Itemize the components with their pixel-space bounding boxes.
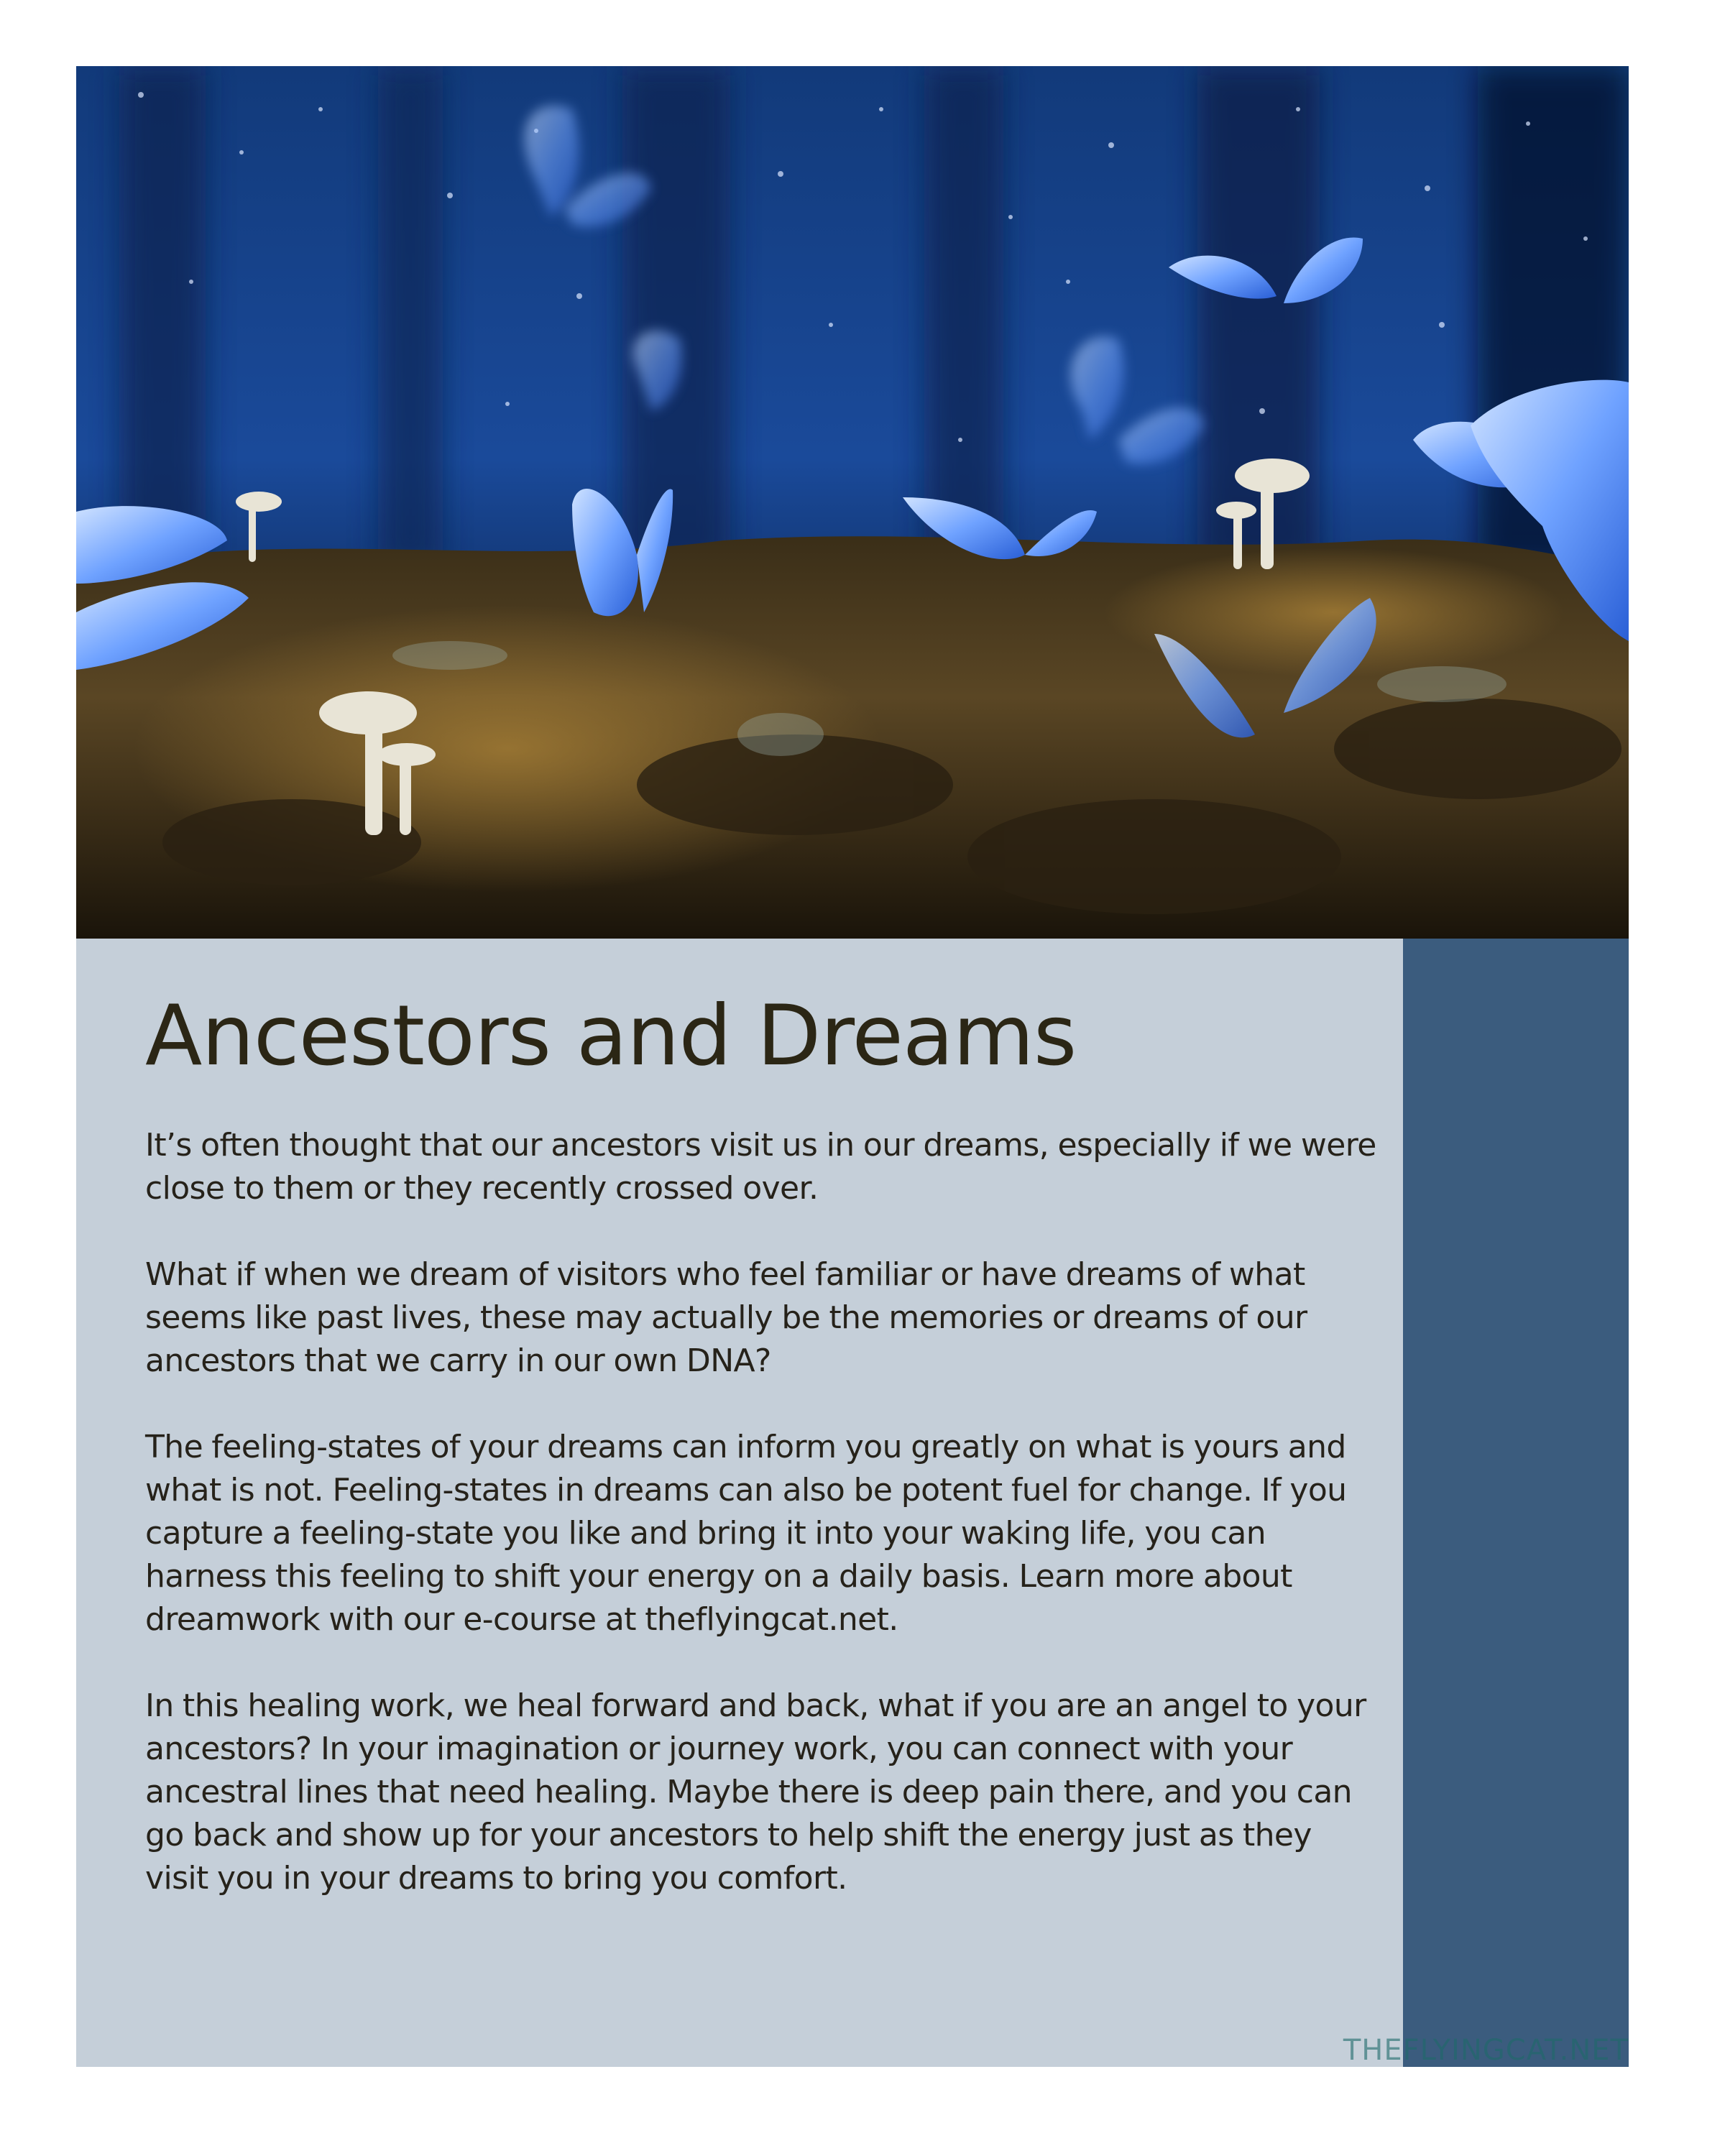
hero-image-butterflies-forest (76, 66, 1629, 939)
site-watermark: THEFLYINGCAT.NET (1343, 2034, 1629, 2067)
paragraph-3: The feeling-states of your dreams can inform you greatly on what is yours and what is not. Feeling-states in dreams can also be potent fuel for change. If you capture a feeling-state you like and bring it into your waking life, you can harness this feeling to shift your energy on a daily basis. Learn more about dreamwork with our e-course at theflyingcat.net. (145, 1429, 1347, 1638)
accent-sidebar (1403, 939, 1629, 2067)
paragraph-4: In this healing work, we heal forward and back, what if you are an angel to your ancestors? In your imagination or journey work, you can connect with your ancestral lines that need healing. Maybe there is deep pain there, and you can go back and show up for your ancestors to help shift the energy just as they visit you in your dreams to bring you comfort. (145, 1687, 1366, 1897)
article-body (145, 1124, 1381, 1943)
article-panel (76, 939, 1403, 2067)
paragraph-2: What if when we dream of visitors who feel familiar or have dreams of what seems like past lives, these may actually be the memories or dreams of our ancestors that we carry in our own DNA? (145, 1256, 1307, 1379)
article-title: Ancestors and Dreams (145, 987, 1077, 1084)
paragraph-1: It’s often thought that our ancestors visit us in our dreams, especially if we were close to them or they recently crossed over. (145, 1127, 1376, 1207)
